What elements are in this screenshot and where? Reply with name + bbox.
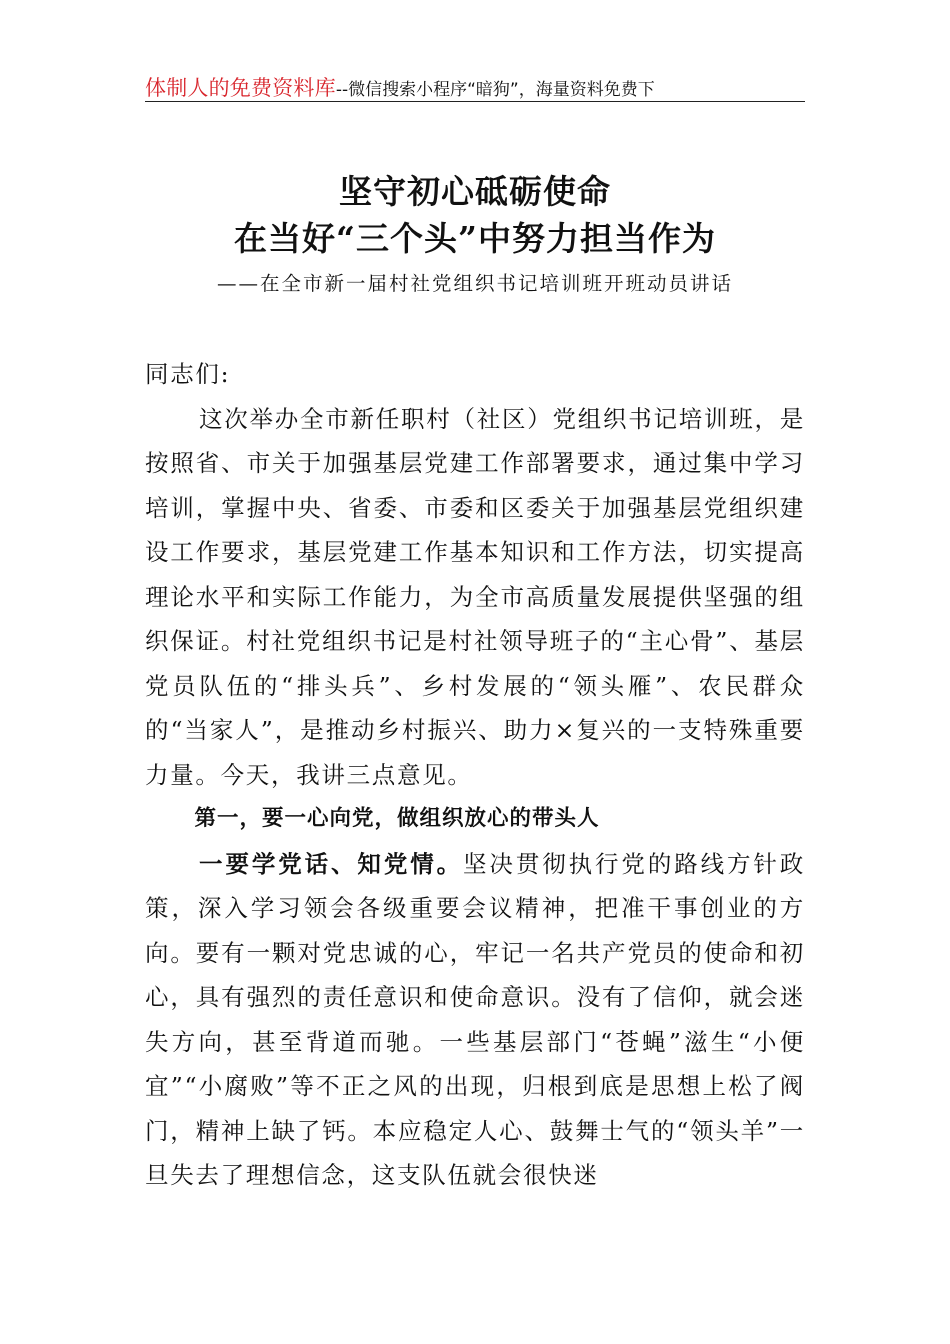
point-lead: 一要学党话、知党情。 xyxy=(199,849,464,878)
intro-paragraph: 这次举办全市新任职村（社区）党组织书记培训班，是按照省、市关于加强基层党建工作部署要求，通过集中学习培训，掌握中央、省委、市委和区委关于加强基层党组织建设工作要求，基层党建工作基本知识和工作方法，切实提高理论水平和实际工作能力，为全市高质量发展提供坚强的组织保证。村社党组织书记是村社领导班子的“主心骨”、基层党员队伍的“排头兵”、乡村发展的“领头雁”、农民群众的“当家人”，是推动乡村振兴、助力×复兴的一支特殊重要力量。今天，我讲三点意见。 xyxy=(145,404,805,789)
document-subtitle: ——在全市新一届村社党组织书记培训班开班动员讲话 xyxy=(216,272,733,295)
point-paragraph xyxy=(145,842,805,1198)
point-text: 坚决贯彻执行党的路线方针政策，深入学习领会各级重要会议精神，把准干事创业的方向。要有一颗对党忠诚的心，牢记一名共产党员的使命和初心，具有强烈的责任意识和使命意识。没有了信仰，就会迷失方向，甚至背道而驰。一些基层部门“苍蝇”滋生“小便宜”“小腐败”等不正之风的出现，归根到底是思想上松了阀门，精神上缺了钙。本应稳定人心、鼓舞士气的“领头羊”一旦失去了理想信念，这支队伍就会很快迷 xyxy=(145,849,806,1189)
header-divider xyxy=(145,101,805,102)
document-title-line1: 坚守初心砥砺使命 xyxy=(339,172,611,211)
header-brand: 体制人的免费资料库 xyxy=(145,76,336,100)
watermark-header xyxy=(145,72,805,102)
document-title-line2: 在当好“三个头”中努力担当作为 xyxy=(234,219,716,258)
section-heading: 第一，要一心向党，做组织放心的带头人 xyxy=(194,806,600,831)
header-tagline: --微信搜索小程序“暗狗”，海量资料免费下 xyxy=(335,80,655,100)
document-body xyxy=(145,352,805,1198)
salutation: 同志们: xyxy=(145,360,231,388)
